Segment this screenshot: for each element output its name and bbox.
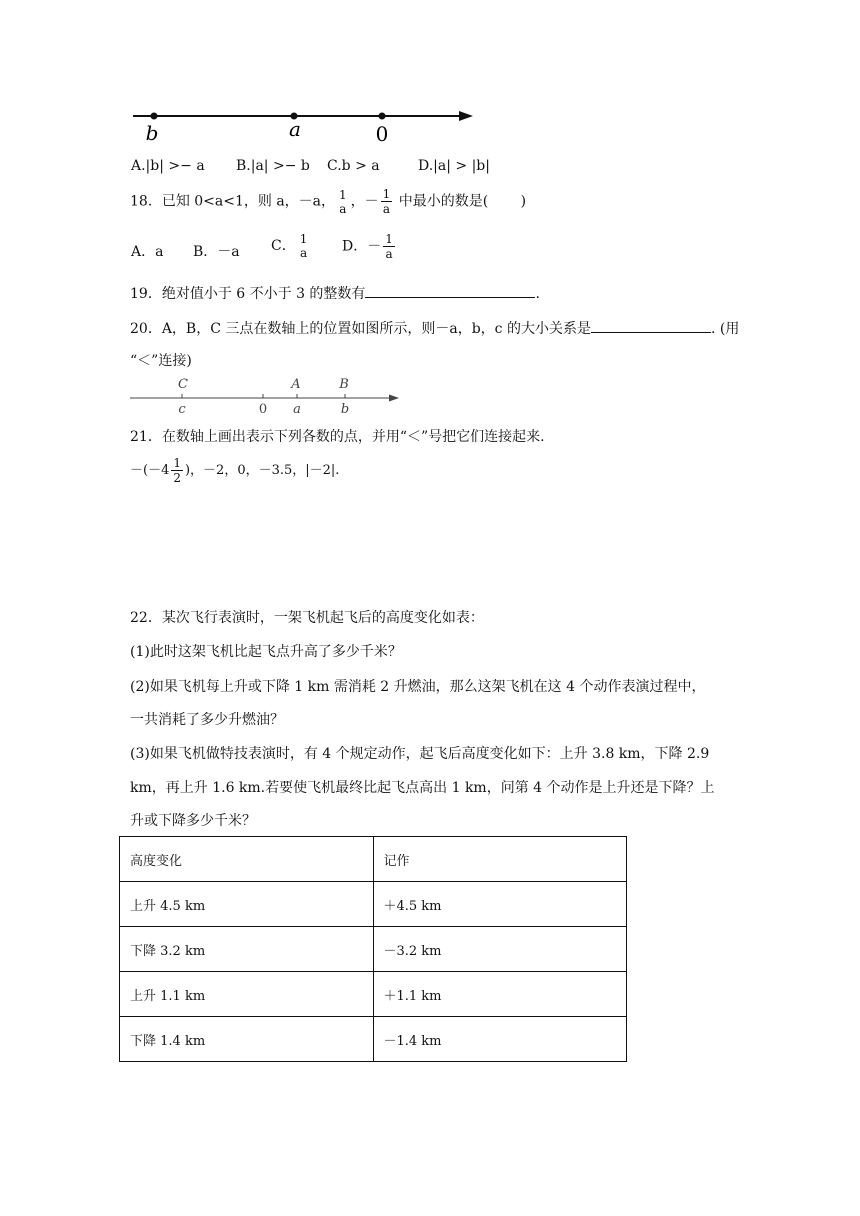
- q22-part3-line3: 升或下降多少千米？: [130, 813, 256, 829]
- upper-label-a: A: [291, 377, 301, 392]
- table-row: [120, 1017, 627, 1062]
- table-cell: －1.4 km: [373, 1017, 627, 1062]
- q20-question-line2: “＜”连接): [130, 353, 192, 369]
- q17-option-d: D.|a| > |b|: [418, 158, 490, 174]
- label-a: a: [289, 117, 301, 141]
- table-cell: 下降 1.4 km: [120, 1017, 374, 1062]
- q18-option-c: C． 1 a: [271, 232, 308, 260]
- label-zero: 0: [375, 122, 389, 146]
- number-line-1: [125, 100, 485, 150]
- table-row: [120, 972, 627, 1017]
- q19-answer-blank: [365, 283, 535, 298]
- q22-intro: 22．某次飞行表演时，一架飞机起飞后的高度变化如表：: [130, 610, 484, 626]
- q18-separator: ，－: [350, 193, 379, 210]
- lower-label-a: a: [293, 402, 301, 417]
- q22-part1: (1)此时这架飞机比起飞点升高了多少千米？: [130, 644, 402, 660]
- q18-prefix: 18．已知 0<a<1，则 a，－a，: [130, 193, 336, 210]
- q18-option-a: A．a: [131, 244, 164, 260]
- q18-suffix: 中最小的数是( ): [398, 193, 527, 210]
- q22-part2-line1: (2)如果飞机每上升或下降 1 km 需消耗 2 升燃油，那么这架飞机在这 4 个动作表演过程中，: [130, 679, 706, 695]
- point-b: [151, 113, 158, 120]
- q22-part2-line2: 一共消耗了多少升燃油？: [130, 712, 284, 728]
- table-header-cell: 高度变化: [120, 837, 374, 882]
- q18-fraction-1: 1 a: [339, 187, 347, 216]
- lower-label-b: b: [340, 402, 350, 417]
- q21-question: 21．在数轴上画出表示下列各数的点，并用“＜”号把它们连接起来.: [130, 429, 545, 445]
- table-cell: 下降 3.2 km: [120, 927, 374, 972]
- q17-option-b: B.|a| >− b: [236, 158, 310, 174]
- q22-part3-line2: km，再上升 1.6 km.若要使飞机最终比起飞点高出 1 km，问第 4 个动作是上升还是下降？上: [130, 780, 715, 796]
- q19-question: 19．绝对值小于 6 不小于 3 的整数有 .: [130, 283, 540, 303]
- q17-option-a: A.|b| >− a: [131, 158, 205, 174]
- q21-numbers: －(－4 $\frac{1}{2}$ )，－2，0，－3.5，|－2|.: [130, 456, 340, 485]
- table-cell: ＋4.5 km: [373, 882, 627, 927]
- table-row: [120, 927, 627, 972]
- q21-fraction: $\frac{1}{2}$: [173, 456, 181, 485]
- table-cell: －3.2 km: [373, 927, 627, 972]
- lower-label-c: c: [178, 402, 186, 417]
- q17-option-c: C.b > a: [327, 158, 380, 174]
- upper-label-c: C: [178, 377, 188, 392]
- q18-option-d: D．－ $\frac{1}{a}$: [342, 232, 393, 261]
- number-line-2: [125, 374, 405, 418]
- lower-label-zero: 0: [258, 402, 268, 417]
- axis-arrow: [459, 111, 473, 121]
- label-b: b: [145, 121, 159, 145]
- q22-part3-line1: (3)如果飞机做特技表演时，有 4 个规定动作，起飞后高度变化如下：上升 3.8 km，下降 2.9: [130, 746, 710, 762]
- upper-label-b: B: [339, 377, 349, 392]
- altitude-table: [119, 836, 627, 1062]
- table-cell: 上升 1.1 km: [120, 972, 374, 1017]
- table-row: [120, 882, 627, 927]
- point-zero: [379, 113, 386, 120]
- q20-question: 20．A，B，C 三点在数轴上的位置如图所示，则－a，b，c 的大小关系是 . (用: [130, 318, 739, 338]
- table-cell: ＋1.1 km: [373, 972, 627, 1017]
- table-header-row: [120, 837, 627, 882]
- table-header-cell: 记作: [373, 837, 627, 882]
- q18-fraction-2: $\frac{1}{a}$: [382, 187, 391, 216]
- table-cell: 上升 4.5 km: [120, 882, 374, 927]
- axis-arrow: [389, 395, 399, 402]
- q18-option-b: B．－a: [193, 244, 240, 260]
- q20-answer-blank: [591, 318, 711, 333]
- q18-question: [130, 187, 526, 216]
